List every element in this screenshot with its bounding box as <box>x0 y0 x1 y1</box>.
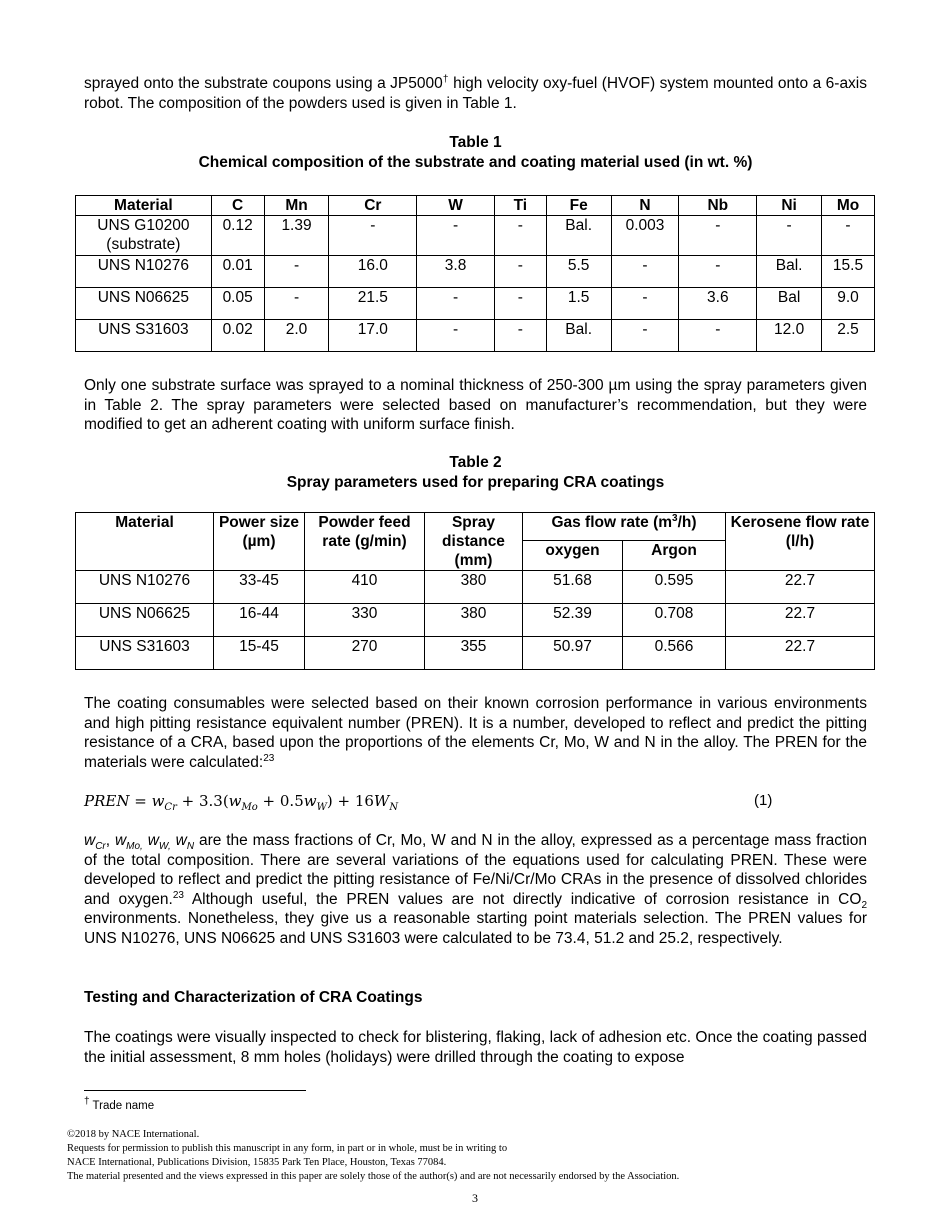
paragraph-pren-intro <box>84 694 867 772</box>
page-body <box>84 74 867 173</box>
table-cell: Bal <box>757 288 822 320</box>
col-header: Mn <box>264 196 329 216</box>
table-cell: 410 <box>305 571 425 604</box>
table-cell: - <box>679 256 757 288</box>
eq-sub: N <box>389 802 399 813</box>
table-cell: - <box>264 288 329 320</box>
table-cell: Bal. <box>757 256 822 288</box>
table-cell: - <box>611 320 679 352</box>
copyright-line: ©2018 by NACE International. <box>67 1129 200 1140</box>
table-cell: - <box>611 288 679 320</box>
table-cell: 0.05 <box>211 288 264 320</box>
table-cell: 380 <box>425 571 523 604</box>
table-cell: 380 <box>425 604 523 637</box>
table-cell: 52.39 <box>523 604 623 637</box>
eq-op: + 3.3( <box>176 792 229 810</box>
pren-equation <box>84 792 867 813</box>
table-cell: 51.68 <box>523 571 623 604</box>
citation-ref: 23 <box>172 889 184 901</box>
col-header: Kerosene flow rate (l/h) <box>726 513 875 571</box>
col-header: Mo <box>822 196 875 216</box>
eq-sub: Cr <box>164 802 177 813</box>
section-heading: Testing and Characterization of CRA Coatings <box>84 989 423 1006</box>
table-header-row <box>76 196 875 216</box>
col-header: Nb <box>679 196 757 216</box>
table-cell: Bal. <box>546 216 611 256</box>
citation-ref: 23 <box>263 752 275 764</box>
table-cell: Bal. <box>546 320 611 352</box>
table-cell: UNS N10276 <box>76 256 212 288</box>
table-cell: 17.0 <box>329 320 417 352</box>
table1-title: Table 1 <box>449 134 502 151</box>
eq-lhs: PREN <box>84 792 130 810</box>
table-cell: 22.7 <box>726 571 875 604</box>
equation-number: (1) <box>754 792 773 809</box>
var-sub: Mo, <box>126 841 143 853</box>
table-cell: 5.5 <box>546 256 611 288</box>
table-cell: 33-45 <box>214 571 305 604</box>
table-row <box>76 320 875 352</box>
eq-op: ) + 16 <box>326 792 374 810</box>
dagger-mark: † <box>442 73 449 85</box>
composition-table <box>75 195 875 352</box>
table-row <box>76 288 875 320</box>
table-cell: - <box>494 320 546 352</box>
col-header: Fe <box>546 196 611 216</box>
table-cell: UNS N10276 <box>76 571 214 604</box>
intro-text-b: high velocity oxy-fuel (HVOF) system mounted onto a 6-axis robot. The composition of the powders used is given in Table 1. <box>84 75 868 112</box>
table-cell: 0.003 <box>611 216 679 256</box>
paragraph-pren-explanation <box>84 831 867 948</box>
intro-paragraph <box>84 74 867 113</box>
eq-var: w <box>151 792 165 810</box>
var-w: w <box>147 832 159 849</box>
paragraph-spray-thickness: Only one substrate surface was sprayed to a nominal thickness of 250-300 µm using the spray parameters given in Table 2. The spray parameters were selected based on manufacturer’s recommendation, but they were modified to get an adherent coating with uniform surface finish. <box>84 377 867 433</box>
copyright-line: NACE International, Publications Division, 15835 Park Ten Place, Houston, Texas 77084. <box>67 1157 447 1168</box>
table-cell: 50.97 <box>523 637 623 670</box>
table-cell: - <box>264 256 329 288</box>
table-cell: 1.39 <box>264 216 329 256</box>
table-cell: 3.6 <box>679 288 757 320</box>
table-row <box>76 604 875 637</box>
col-header: C <box>211 196 264 216</box>
col-header: Ti <box>494 196 546 216</box>
table-cell: - <box>417 288 495 320</box>
table-cell: - <box>494 216 546 256</box>
table-cell: - <box>329 216 417 256</box>
gas-flow-label-a: Gas flow rate (m <box>551 514 673 531</box>
col-header: Argon <box>623 540 726 570</box>
col-header: W <box>417 196 495 216</box>
table-cell: UNS S31603 <box>76 637 214 670</box>
table-cell: - <box>494 256 546 288</box>
table-cell: 330 <box>305 604 425 637</box>
table-cell: 16-44 <box>214 604 305 637</box>
table-cell: 1.5 <box>546 288 611 320</box>
table-cell: - <box>611 256 679 288</box>
eq-op: + 0.5 <box>257 792 304 810</box>
col-header: Power size (µm) <box>214 513 305 571</box>
table-cell: 12.0 <box>757 320 822 352</box>
eq-var: w <box>303 792 317 810</box>
eq-var: w <box>228 792 242 810</box>
footnote <box>84 1096 155 1112</box>
table-cell: - <box>757 216 822 256</box>
col-header: Powder feed rate (g/min) <box>305 513 425 571</box>
table-cell: 15-45 <box>214 637 305 670</box>
col-header: Ni <box>757 196 822 216</box>
table-cell: 0.01 <box>211 256 264 288</box>
explanation-text-b: Although useful, the PREN values are not directly indicative of corrosion resistance in CO <box>183 890 862 908</box>
col-header: N <box>611 196 679 216</box>
eq-equals: = <box>129 792 152 810</box>
var-sub: N <box>186 841 195 853</box>
table2-caption: Spray parameters used for preparing CRA coatings <box>286 474 665 491</box>
table-row <box>76 256 875 288</box>
pren-intro-text: The coating consumables were selected based on their known corrosion performance in various environments and high pitting resistance equivalent number (PREN). It is a number, developed to reflect and predict the pitting resistance of a CRA, based upon the proportions of the elements Cr, Mo, W and N in the alloy. The PREN for the materials were calculated: <box>84 695 867 771</box>
table-cell: 22.7 <box>726 604 875 637</box>
gas-flow-label-b: /h) <box>677 514 697 531</box>
col-header: Cr <box>329 196 417 216</box>
table-cell: - <box>417 216 495 256</box>
table-cell: UNS N06625 <box>76 604 214 637</box>
col-header: Spray distance (mm) <box>425 513 523 571</box>
var-w: w <box>175 832 187 849</box>
table-cell: 16.0 <box>329 256 417 288</box>
sep: , <box>105 832 115 849</box>
table-cell: - <box>822 216 875 256</box>
eq-sub: W <box>316 802 327 813</box>
table-cell: 22.7 <box>726 637 875 670</box>
table-cell: - <box>679 216 757 256</box>
explanation-text-c: environments. Nonetheless, they give us a reasonable starting point materials selection. The PREN values for UNS N10276, UNS N06625 and UNS S31603 were calculated to be 73.4, 51.2 and 25.2, respectively. <box>84 910 867 947</box>
table-cell: 0.02 <box>211 320 264 352</box>
table-cell: UNS N06625 <box>76 288 212 320</box>
gas-flow-sup: 3 <box>672 512 678 524</box>
col-header-gas-flow <box>523 513 726 541</box>
page-number: 3 <box>472 1191 478 1205</box>
table-cell: 270 <box>305 637 425 670</box>
explanation-text-a: are the mass fractions of Cr, Mo, W and N in the alloy, expressed as a percentage mass fraction of the total composition. There are several variations of the equations used for calculating PREN. These were developed to reflect and predict the pitting resistance of Fe/Ni/Cr/Mo CRAs in the presence of dissolved chlorides and oxygen. <box>84 832 867 908</box>
eq-sub: Mo <box>241 802 258 813</box>
eq-var: W <box>373 792 390 810</box>
copyright-line: Requests for permission to publish this manuscript in any form, in part or in whole, must be in writing to <box>67 1143 508 1154</box>
copyright-line: The material presented and the views expressed in this paper are solely those of the author(s) and are not necessarily endorsed by the Association. <box>67 1171 680 1182</box>
spray-parameters-table <box>75 512 875 670</box>
table2-title: Table 2 <box>449 454 502 471</box>
table-row <box>76 637 875 670</box>
paragraph-testing: The coatings were visually inspected to check for blistering, flaking, lack of adhesion etc. Once the coating passed the initial assessment, 8 mm holes (holidays) were drilled through the coating to expose <box>84 1029 867 1066</box>
co2-sub: 2 <box>861 899 867 911</box>
table-cell: 0.708 <box>623 604 726 637</box>
table-cell: 9.0 <box>822 288 875 320</box>
table-header-row <box>76 513 875 541</box>
footnote-divider <box>84 1090 306 1091</box>
dagger-mark: † <box>84 1096 90 1108</box>
table-cell: UNS S31603 <box>76 320 212 352</box>
col-header: oxygen <box>523 540 623 570</box>
table-cell: 15.5 <box>822 256 875 288</box>
table-cell: 3.8 <box>417 256 495 288</box>
col-header: Material <box>76 513 214 571</box>
var-sub: Cr <box>95 841 106 853</box>
table-cell: 2.5 <box>822 320 875 352</box>
table-cell: 0.12 <box>211 216 264 256</box>
table-cell: - <box>417 320 495 352</box>
col-header: Material <box>76 196 212 216</box>
footnote-text: Trade name <box>89 1100 155 1112</box>
table1-caption: Chemical composition of the substrate and coating material used (in wt. %) <box>198 154 753 171</box>
table-cell: 21.5 <box>329 288 417 320</box>
var-sub: W, <box>158 841 171 853</box>
copyright-block <box>67 1128 679 1184</box>
intro-text-a: sprayed onto the substrate coupons using a JP5000 <box>84 75 443 92</box>
table-cell: 2.0 <box>264 320 329 352</box>
table-cell: - <box>679 320 757 352</box>
table-cell: 0.566 <box>623 637 726 670</box>
table-row <box>76 571 875 604</box>
table-cell: UNS G10200 (substrate) <box>76 216 212 256</box>
table-cell: - <box>494 288 546 320</box>
table2-caption-block <box>84 453 867 493</box>
table-cell: 0.595 <box>623 571 726 604</box>
var-w: w <box>114 832 127 849</box>
table-cell: 355 <box>425 637 523 670</box>
var-w: w <box>84 832 96 849</box>
table-row <box>76 216 875 256</box>
